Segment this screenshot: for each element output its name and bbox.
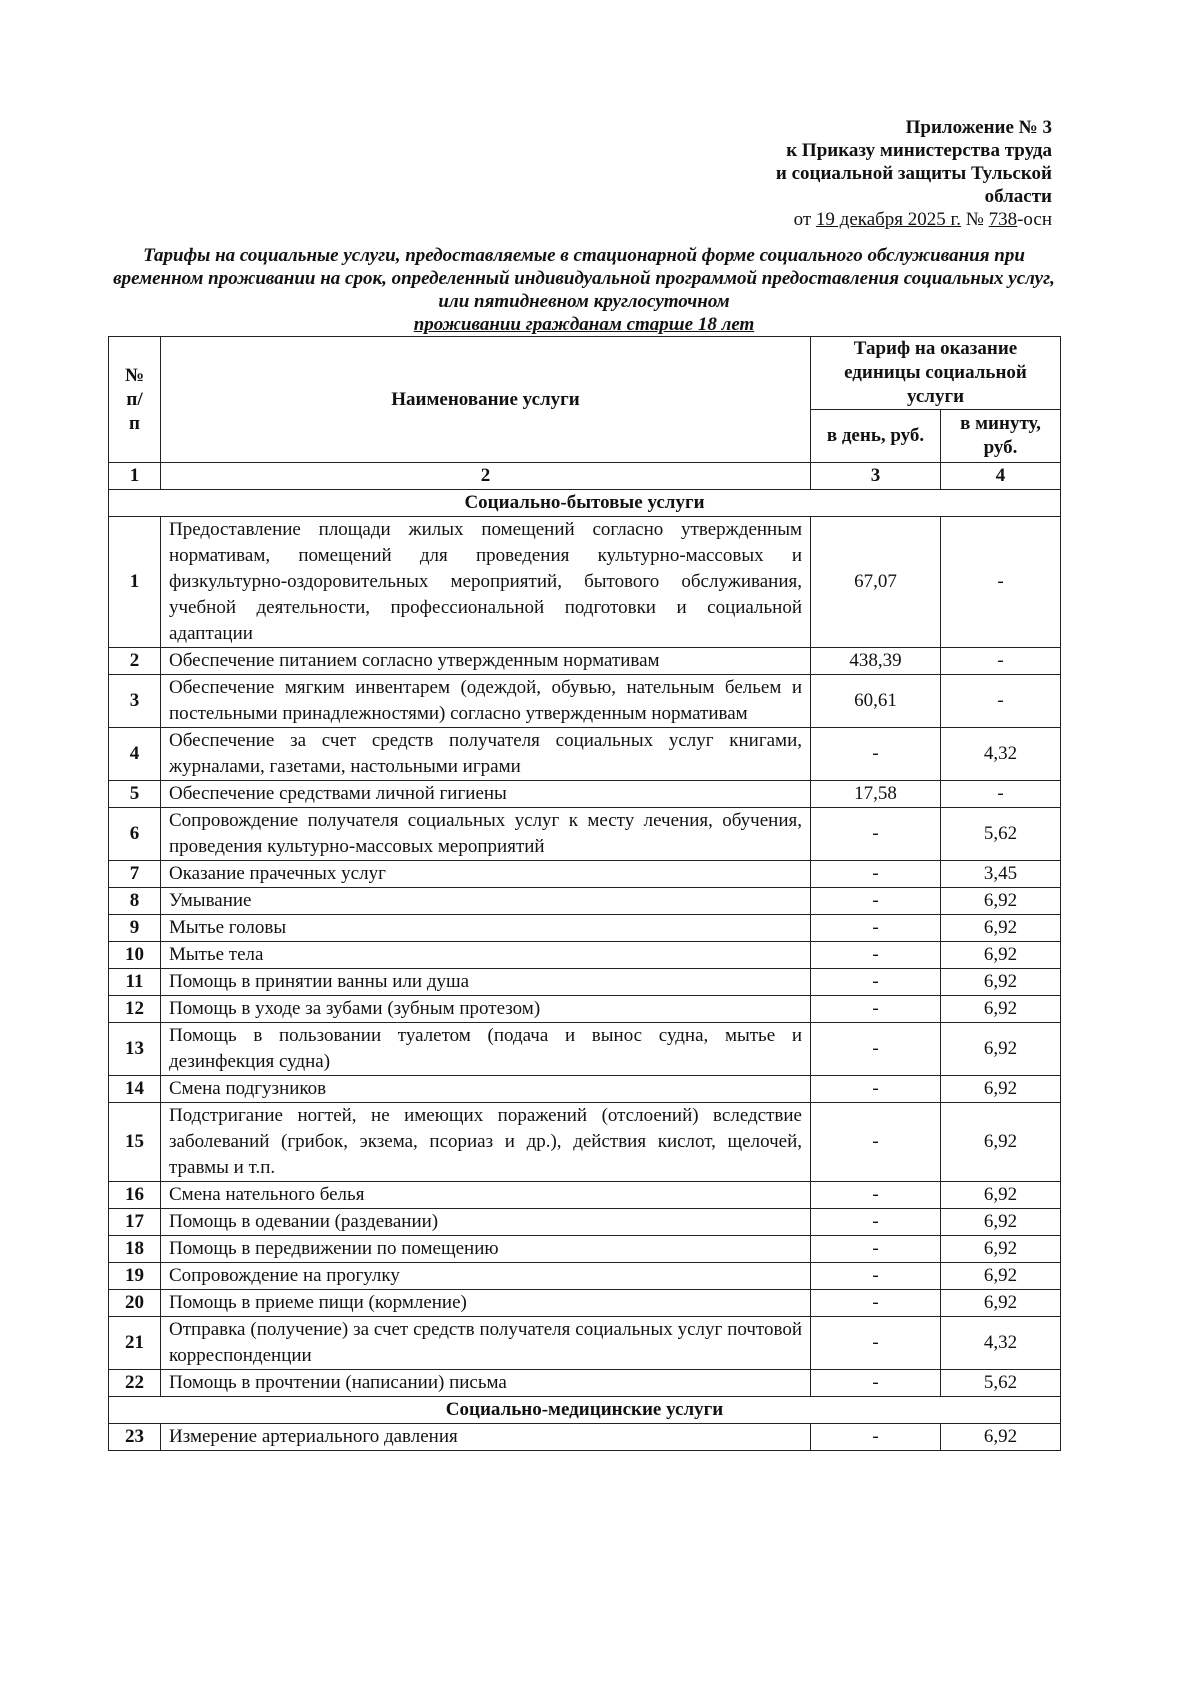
tariff-per-minute: 6,92 [941,1263,1061,1290]
tariff-per-day: - [811,1023,941,1076]
header-num: № п/п [109,337,161,463]
tariff-per-minute: 5,62 [941,1370,1061,1397]
service-name: Подстригание ногтей, не имеющих поражений (отслоений) вследствие заболеваний (грибок, экзема, псориаз и др.), действия кислот, щелочей, травмы и т.п. [161,1103,811,1182]
row-number: 18 [109,1236,161,1263]
table-row [109,915,1061,942]
row-number: 3 [109,675,161,728]
row-number: 15 [109,1103,161,1182]
row-number: 1 [109,517,161,648]
service-name: Умывание [161,888,811,915]
row-number: 22 [109,1370,161,1397]
table-row [109,1236,1061,1263]
tariff-per-minute: - [941,675,1061,728]
row-number: 20 [109,1290,161,1317]
document-title [108,244,1060,336]
tariff-per-minute: 4,32 [941,1317,1061,1370]
row-number: 6 [109,808,161,861]
section-row [109,490,1061,517]
service-name: Сопровождение на прогулку [161,1263,811,1290]
tariff-per-minute: 4,32 [941,728,1061,781]
row-number: 2 [109,648,161,675]
table-row [109,517,1061,648]
tariff-per-day: - [811,969,941,996]
table-row [109,1182,1061,1209]
table-row [109,1209,1061,1236]
row-number: 7 [109,861,161,888]
table-row [109,1370,1061,1397]
tariff-per-minute: 6,92 [941,1424,1061,1451]
service-name: Помощь в приеме пищи (кормление) [161,1290,811,1317]
row-number: 23 [109,1424,161,1451]
service-name: Оказание прачечных услуг [161,861,811,888]
tariff-per-day: - [811,1317,941,1370]
tariff-per-minute: 6,92 [941,1103,1061,1182]
tariff-per-minute: 5,62 [941,808,1061,861]
service-name: Обеспечение средствами личной гигиены [161,781,811,808]
table-row [109,1424,1061,1451]
tariff-per-day: - [811,1209,941,1236]
tariff-table [108,336,1061,1451]
number-suffix: -осн [1017,209,1052,230]
row-number: 10 [109,942,161,969]
service-name: Измерение артериального давления [161,1424,811,1451]
service-name: Обеспечение мягким инвентарем (одеждой, обувью, нательным бельем и постельными принадлежностями) согласно утвержденным нормативам [161,675,811,728]
row-number: 19 [109,1263,161,1290]
service-name: Отправка (получение) за счет средств получателя социальных услуг почтовой корреспонденции [161,1317,811,1370]
row-number: 9 [109,915,161,942]
number-prefix: № [960,209,989,230]
service-name: Сопровождение получателя социальных услуг к месту лечения, обучения, проведения культурно-массовых мероприятий [161,808,811,861]
appendix-line: к Приказу министерства труда [786,140,1052,161]
appendix-line: области [984,186,1052,207]
tariff-per-minute: 6,92 [941,1023,1061,1076]
tariff-per-minute: 6,92 [941,1290,1061,1317]
header-tariff: Тариф на оказание единицы социальной услуги [811,337,1061,410]
table-row [109,648,1061,675]
table-row [109,1290,1061,1317]
date-prefix: от [793,209,816,230]
service-name: Смена подгузников [161,1076,811,1103]
tariff-per-day: - [811,1076,941,1103]
service-name: Мытье головы [161,915,811,942]
tariff-per-day: - [811,1370,941,1397]
tariff-per-minute: 6,92 [941,888,1061,915]
col-number: 1 [109,463,161,490]
tariff-per-day: 67,07 [811,517,941,648]
appendix-header [776,116,1052,231]
tariff-per-day: - [811,861,941,888]
service-name: Помощь в одевании (раздевании) [161,1209,811,1236]
header-per-minute: в минуту, руб. [941,410,1061,463]
tariff-per-minute: - [941,517,1061,648]
tariff-per-minute: 6,92 [941,1182,1061,1209]
table-row [109,888,1061,915]
tariff-per-day: - [811,1182,941,1209]
table-row [109,969,1061,996]
section-row [109,1397,1061,1424]
tariff-per-minute: 3,45 [941,861,1061,888]
row-number: 12 [109,996,161,1023]
tariff-per-minute: 6,92 [941,1236,1061,1263]
tariff-per-minute: 6,92 [941,996,1061,1023]
header-per-day: в день, руб. [811,410,941,463]
col-number: 2 [161,463,811,490]
service-name: Помощь в принятии ванны или душа [161,969,811,996]
order-date: 19 декабря 2025 г. [815,209,961,230]
table-row [109,1023,1061,1076]
tariff-per-day: - [811,808,941,861]
tariff-per-day: 438,39 [811,648,941,675]
service-name: Обеспечение питанием согласно утвержденным нормативам [161,648,811,675]
table-row [109,781,1061,808]
row-number: 13 [109,1023,161,1076]
table-row [109,1103,1061,1182]
tariff-per-day: - [811,1103,941,1182]
service-name: Мытье тела [161,942,811,969]
row-number: 17 [109,1209,161,1236]
order-date-line [776,208,1052,231]
tariff-per-day: - [811,1290,941,1317]
title-text: Тарифы на социальные услуги, предоставляемые в стационарной форме социального обслуживания при временном проживании на срок, определенный индивидуальной программой предоставления социальных услуг, или пятидневном круглосуточном [113,245,1055,312]
tariff-per-minute: 6,92 [941,915,1061,942]
appendix-line: Приложение № 3 [905,117,1052,138]
service-name: Обеспечение за счет средств получателя социальных услуг книгами, журналами, газетами, настольными играми [161,728,811,781]
appendix-line: и социальной защиты Тульской [775,163,1052,184]
service-name: Помощь в прочтении (написании) письма [161,1370,811,1397]
service-name: Помощь в передвижении по помещению [161,1236,811,1263]
table-row [109,728,1061,781]
tariff-per-day: - [811,888,941,915]
row-number: 14 [109,1076,161,1103]
row-number: 21 [109,1317,161,1370]
row-number: 5 [109,781,161,808]
table-row [109,996,1061,1023]
tariff-per-day: - [811,1263,941,1290]
row-number: 11 [109,969,161,996]
header-name: Наименование услуги [161,337,811,463]
row-number: 8 [109,888,161,915]
tariff-per-day: - [811,1236,941,1263]
title-last-line: проживании гражданам старше 18 лет [413,314,755,335]
tariff-per-minute: 6,92 [941,942,1061,969]
section-title: Социально-медицинские услуги [109,1397,1061,1424]
tariff-per-minute: 6,92 [941,1076,1061,1103]
tariff-per-day: - [811,996,941,1023]
tariff-per-minute: 6,92 [941,1209,1061,1236]
service-name: Помощь в уходе за зубами (зубным протезом) [161,996,811,1023]
row-number: 16 [109,1182,161,1209]
service-name: Помощь в пользовании туалетом (подача и вынос судна, мытье и дезинфекция судна) [161,1023,811,1076]
service-name: Смена нательного белья [161,1182,811,1209]
service-name: Предоставление площади жилых помещений согласно утвержденным нормативам, помещений для проведения культурно-массовых и физкультурно-оздоровительных мероприятий, бытового обслуживания, учебной деятельности, профессиональной подготовки и социальной адаптации [161,517,811,648]
table-row [109,942,1061,969]
table-row [109,861,1061,888]
tariff-per-minute: - [941,781,1061,808]
tariff-per-day: - [811,942,941,969]
table-row [109,1076,1061,1103]
tariff-per-minute: - [941,648,1061,675]
section-title: Социально-бытовые услуги [109,490,1061,517]
tariff-per-day: - [811,915,941,942]
tariff-per-minute: 6,92 [941,969,1061,996]
tariff-per-day: - [811,728,941,781]
tariff-per-day: 60,61 [811,675,941,728]
tariff-per-day: - [811,1424,941,1451]
tariff-per-day: 17,58 [811,781,941,808]
table-row [109,1263,1061,1290]
order-number: 738 [988,209,1018,230]
table-row [109,675,1061,728]
row-number: 4 [109,728,161,781]
table-row [109,1317,1061,1370]
col-number: 4 [941,463,1061,490]
col-number: 3 [811,463,941,490]
table-row [109,808,1061,861]
